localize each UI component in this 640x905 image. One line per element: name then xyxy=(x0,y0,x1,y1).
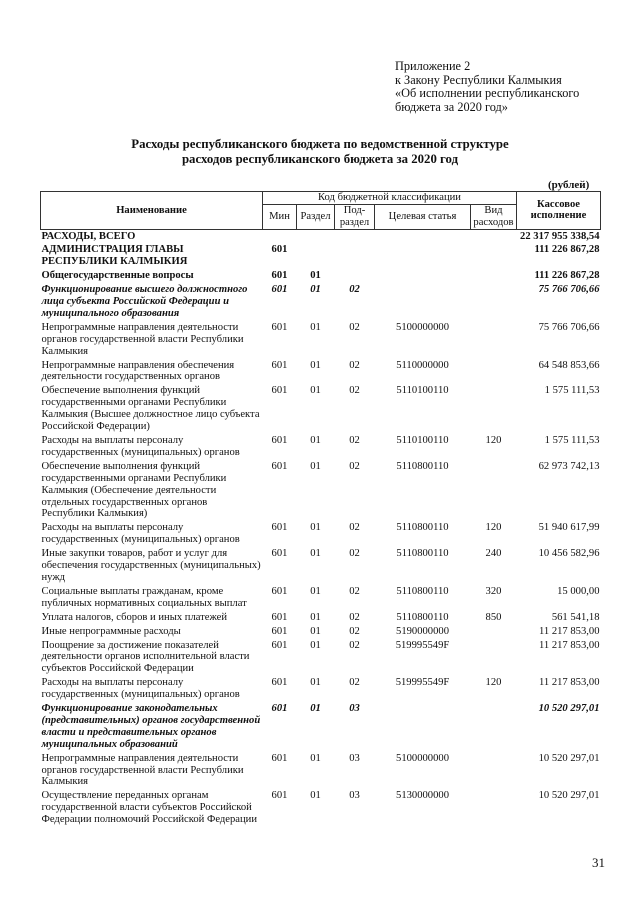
row-min xyxy=(263,229,297,243)
row-podrazdel: 02 xyxy=(349,435,360,446)
row-target xyxy=(375,269,471,283)
row-name: Социальные выплаты гражданам, кроме публичных нормативных социальных выплат xyxy=(41,585,247,609)
row-vid xyxy=(471,359,517,385)
document-title xyxy=(0,137,640,167)
header-podrazdel: Под-раздел xyxy=(335,204,375,229)
row-min: 601 xyxy=(271,522,288,534)
row-vid xyxy=(471,752,517,790)
row-min: 601 xyxy=(271,585,288,597)
row-min: 601 xyxy=(271,790,288,802)
row-target xyxy=(375,283,471,321)
appendix-line: Приложение 2 xyxy=(395,59,471,73)
row-razdel: 01 xyxy=(310,435,321,446)
row-target xyxy=(375,229,471,243)
row-target: 5100000000 xyxy=(396,321,449,333)
row-razdel: 01 xyxy=(310,321,321,333)
row-podrazdel: 02 xyxy=(349,585,360,597)
row-amount: 75 766 706,66 xyxy=(538,284,600,296)
row-amount: 10 520 297,01 xyxy=(538,752,600,764)
row-target: 5100000000 xyxy=(396,752,449,764)
row-min: 601 xyxy=(271,435,288,446)
row-name: Поощрение за достижение показателей деятельности органов исполнительной власти субъектов Российской Федерации xyxy=(41,639,250,675)
row-target: 519995549F xyxy=(395,677,450,689)
row-vid xyxy=(471,702,517,752)
row-razdel: 01 xyxy=(310,585,321,597)
table-row xyxy=(41,625,601,639)
row-amount: 10 456 582,96 xyxy=(538,548,600,560)
row-min: 601 xyxy=(271,284,288,296)
row-min: 601 xyxy=(271,611,288,623)
row-name: Расходы на выплаты персоналу государственных (муниципальных) органов xyxy=(41,677,240,701)
row-razdel xyxy=(297,229,335,243)
budget-table xyxy=(40,191,601,827)
row-name: Функционирование высшего должностного лица субъекта Российской Федерации и муниципального образования xyxy=(41,284,248,319)
table-row xyxy=(41,321,601,359)
row-min: 601 xyxy=(271,625,288,637)
row-target: 5110800110 xyxy=(396,548,449,560)
row-vid xyxy=(471,625,517,639)
row-podrazdel: 02 xyxy=(349,677,360,689)
row-amount: 1 575 111,53 xyxy=(544,385,600,397)
row-amount: 11 217 853,00 xyxy=(538,677,600,689)
row-podrazdel: 03 xyxy=(349,703,360,715)
row-razdel: 01 xyxy=(310,460,321,472)
row-vid xyxy=(471,269,517,283)
row-amount: 75 766 706,66 xyxy=(538,321,600,333)
row-razdel: 01 xyxy=(310,270,321,282)
header-code-group: Код бюджетной классификации xyxy=(263,192,517,205)
row-name: Расходы на выплаты персоналу государственных (муниципальных) органов xyxy=(41,435,240,458)
row-vid: 850 xyxy=(485,611,502,623)
table-row xyxy=(41,434,601,460)
header-vid: Вид расходов xyxy=(471,204,517,229)
row-min: 601 xyxy=(271,385,288,397)
row-name: Обеспечение выполнения функций государственными органами Республики Калмыкия (Обеспечение деятельности отдельных государственных органов Республики Калмыкия) xyxy=(41,460,227,520)
row-min: 601 xyxy=(271,270,288,282)
row-name: Иные закупки товаров, работ и услуг для обеспечения государственных (муниципальных) нужд xyxy=(41,548,261,583)
row-podrazdel: 02 xyxy=(349,284,360,296)
header-name: Наименование xyxy=(41,192,263,230)
row-target: 519995549F xyxy=(395,639,450,651)
row-min: 601 xyxy=(271,321,288,333)
table-row xyxy=(41,676,601,702)
row-podrazdel: 02 xyxy=(349,548,360,560)
row-target: 5130000000 xyxy=(396,790,449,802)
table-row xyxy=(41,702,601,752)
header-amount: Кассовое исполнение xyxy=(517,192,601,230)
row-vid xyxy=(471,321,517,359)
row-vid xyxy=(471,460,517,522)
row-vid xyxy=(471,283,517,321)
row-name: Непрограммные направления обеспечения деятельности государственных органов xyxy=(41,359,235,383)
row-amount: 22 317 955 338,54 xyxy=(520,230,600,242)
row-target: 5190000000 xyxy=(396,625,449,637)
row-amount: 10 520 297,01 xyxy=(538,790,600,802)
row-name: Функционирование законодательных (представительных) органов государственной власти и представительных органов муниципальных образований xyxy=(41,703,261,750)
row-amount: 62 973 742,13 xyxy=(538,460,600,472)
table-row xyxy=(41,269,601,283)
row-amount: 11 217 853,00 xyxy=(538,625,600,637)
row-amount: 15 000,00 xyxy=(557,585,600,597)
table-row xyxy=(41,359,601,385)
row-name: Непрограммные направления деятельности органов государственной власти Республики Калмыкия xyxy=(41,752,244,788)
row-razdel: 01 xyxy=(310,611,321,623)
row-amount: 111 226 867,28 xyxy=(534,244,600,256)
row-min: 601 xyxy=(271,244,288,256)
row-target: 5110100110 xyxy=(396,385,449,397)
row-amount: 561 541,18 xyxy=(551,611,600,623)
header-razdel: Раздел xyxy=(297,204,335,229)
row-min: 601 xyxy=(271,359,288,371)
row-podrazdel xyxy=(335,243,375,269)
row-razdel: 01 xyxy=(310,522,321,534)
row-razdel: 01 xyxy=(310,359,321,371)
row-podrazdel: 02 xyxy=(349,385,360,397)
table-row xyxy=(41,547,601,585)
row-podrazdel: 02 xyxy=(349,359,360,371)
row-min: 601 xyxy=(271,639,288,651)
row-vid xyxy=(471,243,517,269)
row-amount: 111 226 867,28 xyxy=(534,270,600,282)
row-name: Обеспечение выполнения функций государственными органами Республики Калмыкия (Высшее должностное лицо субъекта Российской Федерации) xyxy=(41,385,260,433)
row-vid: 120 xyxy=(485,677,502,689)
table-row xyxy=(41,585,601,611)
title-line-1: Расходы республиканского бюджета по ведомственной структуре xyxy=(131,137,509,151)
row-podrazdel xyxy=(335,269,375,283)
row-min: 601 xyxy=(271,548,288,560)
row-min: 601 xyxy=(271,752,288,764)
row-razdel: 01 xyxy=(310,703,321,715)
row-vid xyxy=(471,639,517,677)
appendix-block xyxy=(395,60,630,114)
row-razdel xyxy=(297,243,335,269)
row-vid xyxy=(471,229,517,243)
row-name: Иные непрограммные расходы xyxy=(41,625,181,637)
row-name: АДМИНИСТРАЦИЯ ГЛАВЫ РЕСПУБЛИКИ КАЛМЫКИЯ xyxy=(41,244,188,268)
table-row xyxy=(41,243,601,269)
row-target: 5110800110 xyxy=(396,611,449,623)
table-row xyxy=(41,611,601,625)
row-target: 5110800110 xyxy=(396,460,449,472)
row-name: РАСХОДЫ, ВСЕГО xyxy=(41,230,136,242)
row-target xyxy=(375,243,471,269)
row-podrazdel: 02 xyxy=(349,625,360,637)
row-podrazdel: 02 xyxy=(349,611,360,623)
table-row xyxy=(41,229,601,243)
header-min: Мин xyxy=(263,204,297,229)
table-row xyxy=(41,384,601,434)
row-name: Уплата налогов, сборов и иных платежей xyxy=(41,611,228,623)
appendix-line: «Об исполнении республиканского xyxy=(395,86,580,101)
row-podrazdel: 03 xyxy=(349,790,360,802)
row-name: Общегосударственные вопросы xyxy=(41,270,194,282)
row-amount: 10 520 297,01 xyxy=(538,703,600,715)
title-line-2: расходов республиканского бюджета за 2020 год xyxy=(181,152,459,166)
row-min: 601 xyxy=(271,703,288,715)
row-razdel: 01 xyxy=(310,677,321,689)
row-podrazdel: 02 xyxy=(349,460,360,472)
row-razdel: 01 xyxy=(310,548,321,560)
row-vid: 320 xyxy=(485,585,502,597)
row-podrazdel: 02 xyxy=(349,321,360,333)
row-razdel: 01 xyxy=(310,639,321,651)
appendix-line: бюджета за 2020 год» xyxy=(395,99,508,114)
appendix-line: к Закону Республики Калмыкия xyxy=(395,72,562,87)
row-target: 5110800110 xyxy=(396,585,449,597)
units-label: (рублей) xyxy=(548,179,590,191)
row-vid xyxy=(471,384,517,434)
table-row xyxy=(41,283,601,321)
row-name: Непрограммные направления деятельности органов государственной власти Республики Калмыкия xyxy=(41,321,244,357)
row-podrazdel: 02 xyxy=(349,522,360,534)
row-vid xyxy=(471,789,517,827)
row-amount: 64 548 853,66 xyxy=(538,359,600,371)
row-target: 5110100110 xyxy=(396,435,449,446)
row-vid: 120 xyxy=(485,435,502,446)
row-name: Осуществление переданных органам государственной власти субъектов Российской Федерации полномочий Российской Федерации xyxy=(41,790,257,826)
page-number: 31 xyxy=(592,855,605,870)
table-body xyxy=(41,229,601,827)
row-podrazdel: 02 xyxy=(349,639,360,651)
row-podrazdel: 03 xyxy=(349,752,360,764)
row-min: 601 xyxy=(271,460,288,472)
table-header xyxy=(41,192,601,230)
row-target xyxy=(375,702,471,752)
row-podrazdel xyxy=(335,229,375,243)
row-target: 5110800110 xyxy=(396,522,449,534)
row-razdel: 01 xyxy=(310,284,321,296)
row-min: 601 xyxy=(271,677,288,689)
row-amount: 11 217 853,00 xyxy=(538,639,600,651)
table-row xyxy=(41,789,601,827)
header-target: Целевая статья xyxy=(375,204,471,229)
row-amount: 51 940 617,99 xyxy=(538,522,600,534)
row-target: 5110000000 xyxy=(396,359,449,371)
row-vid: 120 xyxy=(485,522,502,534)
row-vid: 240 xyxy=(485,548,502,560)
row-razdel: 01 xyxy=(310,790,321,802)
row-razdel: 01 xyxy=(310,625,321,637)
table-row xyxy=(41,460,601,522)
row-name: Расходы на выплаты персоналу государственных (муниципальных) органов xyxy=(41,522,240,546)
row-amount: 1 575 111,53 xyxy=(544,435,600,446)
row-razdel: 01 xyxy=(310,752,321,764)
table-row xyxy=(41,521,601,547)
table-row xyxy=(41,752,601,790)
row-razdel: 01 xyxy=(310,385,321,397)
table-row xyxy=(41,639,601,677)
